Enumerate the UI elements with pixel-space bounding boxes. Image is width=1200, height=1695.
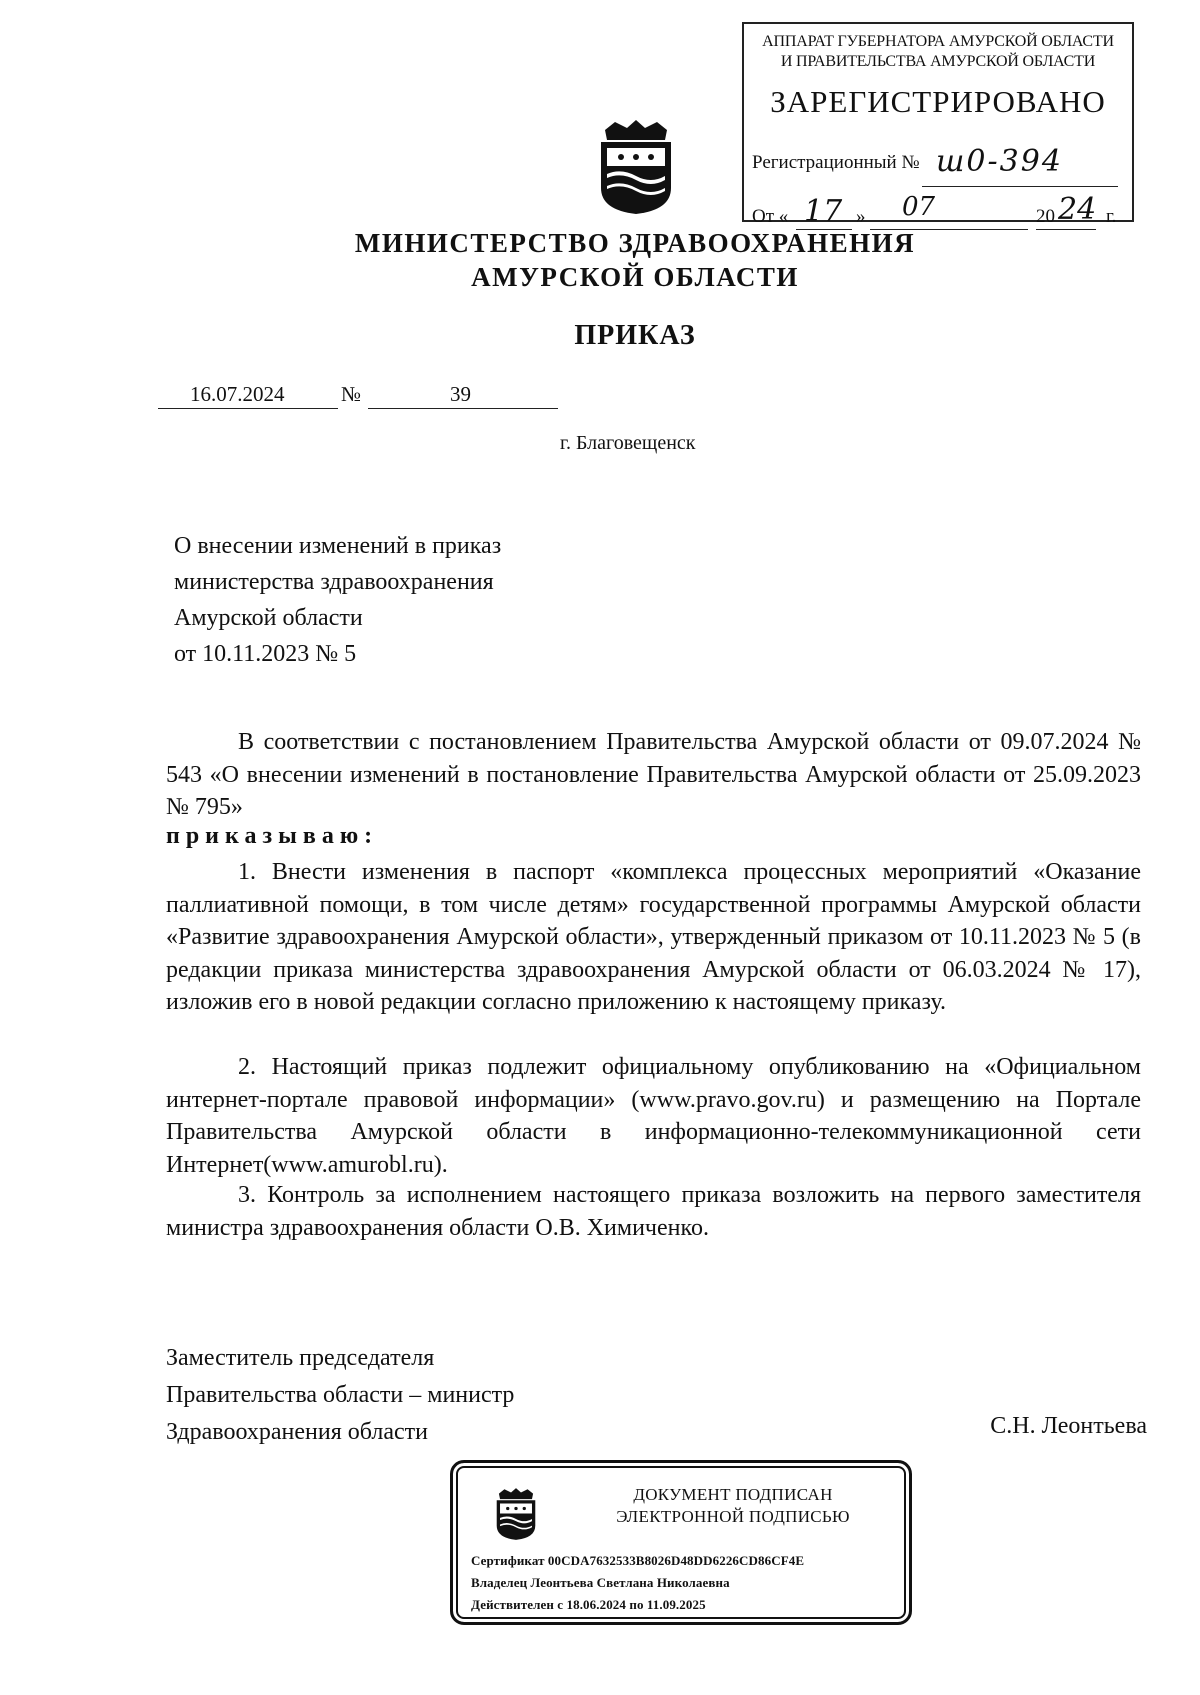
esign-owner: Владелец Леонтьева Светлана Николаевна [471,1575,730,1590]
signer-title-line: Здравоохранения области [166,1419,428,1445]
number-underline [368,408,558,409]
subject-line: Амурской области [174,605,363,631]
reg-date-prefix: От « [752,206,789,227]
reg-date-day: 17 [804,194,843,229]
esign-header-line-1: ДОКУМЕНТ ПОДПИСАН [633,1485,833,1504]
ministry-name-line-1: МИНИСТЕРСТВО ЗДРАВООХРАНЕНИЯ [354,228,916,258]
registration-stamp [742,22,1134,229]
subject-line: от 10.11.2023 № 5 [174,641,357,667]
stamp-org-line-2: И ПРАВИТЕЛЬСТВА АМУРСКОЙ ОБЛАСТИ [780,53,1096,70]
reg-number-label: Регистрационный № [752,152,920,173]
order-item-2: 2. Настоящий приказ подлежит официальному опубликованию на «Официальном интернет-портале правовой информации» (www.pravo.gov.ru) и размещению на Портале Правительства Амурской области в информационно-телекоммуникационной сети Интернет(www.amurobl.ru). [166,1054,1141,1178]
esign-header-line-2: ЭЛЕКТРОННОЙ ПОДПИСЬЮ [616,1507,850,1526]
reg-number-underline [922,186,1118,187]
order-date-number-row [158,382,558,412]
order-item-3: 3. Контроль за исполнением настоящего приказа возложить на первого заместителя министра здравоохранения области О.В. Химиченко. [166,1182,1141,1241]
electronic-signature-stamp [450,1460,912,1625]
reg-date-suffix: г. [1106,206,1117,227]
reg-date-sep: » [856,206,866,227]
reg-date-month: 07 [902,192,936,222]
order-number: 39 [450,382,471,406]
coat-of-arms-icon [493,1487,539,1541]
signer-name: С.Н. Леонтьева [990,1413,1147,1439]
signer-title [166,1340,514,1451]
reg-year-prefix: 20 [1036,206,1055,227]
ministry-name-line-2: АМУРСКОЙ ОБЛАСТИ [471,262,799,292]
order-number-label: № [341,382,362,406]
order-subject [174,528,501,672]
reg-number-handwritten: ш0-394 [936,144,1063,179]
esign-certificate: Сертификат 00CDA7632533B8026D48DD6226CD86CF4E [471,1553,805,1568]
subject-line: О внесении изменений в приказ [174,533,502,559]
signer-title-line: Заместитель председателя [166,1345,435,1371]
preamble-paragraph: В соответствии с постановлением Правительства Амурской области от 09.07.2024 № 543 «О внесении изменений в постановление Правительства Амурской области от 25.09.2023 № 795» [166,729,1141,820]
coat-of-arms-icon [595,118,677,216]
subject-line: министерства здравоохранения [174,569,494,595]
document-type-title: ПРИКАЗ [574,320,696,351]
order-date: 16.07.2024 [190,382,285,406]
signer-title-line: Правительства области – министр [166,1382,515,1408]
esign-validity: Действителен с 18.06.2024 по 11.09.2025 [471,1597,706,1612]
reg-year-value: 24 [1058,192,1097,227]
date-underline [158,408,338,409]
stamp-org-line-1: АППАРАТ ГУБЕРНАТОРА АМУРСКОЙ ОБЛАСТИ [762,33,1114,50]
decree-word: приказываю: [166,823,379,849]
stamp-status: ЗАРЕГИСТРИРОВАНО [770,84,1106,119]
city-name: г. Благовещенск [560,432,696,454]
order-item-1: 1. Внести изменения в паспорт «комплекса процессных мероприятий «Оказание паллиативной помощи, в том числе детям» государственной программы Амурской области «Развитие здравоохранения Амурской области», утвержденный приказом от 10.11.2023 № 5 (в редакции приказа министерства здравоохранения Амурской области от 06.03.2024 № 17), изложив его в новой редакции согласно приложению к настоящему приказу. [166,859,1141,1015]
